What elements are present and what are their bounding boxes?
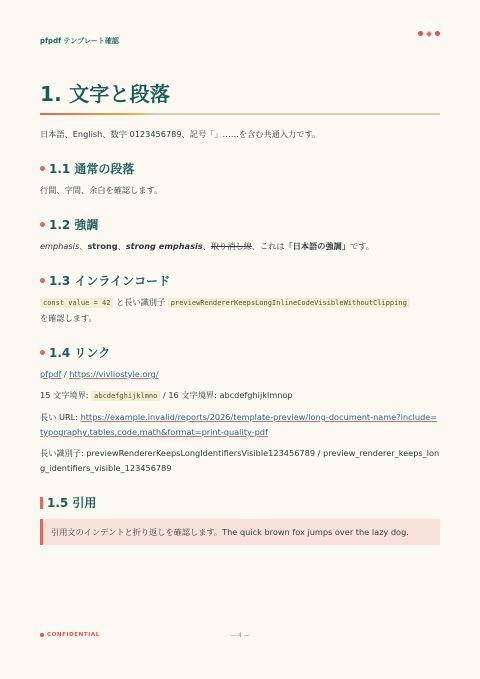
page-title: 1. 文字と段落 <box>40 82 171 106</box>
bullet-icon <box>40 278 45 283</box>
red-dot-icon <box>435 31 440 36</box>
pfpdf-link[interactable]: pfpdf <box>40 369 62 379</box>
section-1-4 <box>40 344 440 476</box>
section-heading-text: 1.5 引用 <box>47 496 97 510</box>
section-heading-text: 1.2 強調 <box>49 218 99 232</box>
long-url-link[interactable]: https://example.invalid/reports/2026/template-preview/long-document-name?include=typography,tables,code,math&format=print-quality-pdf <box>40 412 438 437</box>
section-1-2 <box>40 216 440 254</box>
text: / <box>61 369 70 379</box>
text: 、これは <box>251 241 285 251</box>
diamond-icon <box>426 31 432 37</box>
paragraph: 行間、字間、余白を確認します。 <box>40 185 163 195</box>
section-heading <box>40 160 440 177</box>
emphasis-paragraph <box>40 239 440 254</box>
red-dot-icon <box>418 31 423 36</box>
section-heading-text: 1.3 インラインコード <box>49 274 171 288</box>
header-title: pfpdf テンプレート確認 <box>40 37 119 45</box>
text: です。 <box>350 241 374 251</box>
inline-code: abcdefghijklmno <box>91 391 160 401</box>
inline-code-paragraph <box>40 295 440 326</box>
bullet-icon <box>40 350 45 355</box>
text: を確認します。 <box>40 313 97 323</box>
strikethrough-text: 取り消し線 <box>210 241 252 251</box>
text: 長い URL: <box>40 412 81 422</box>
emphasis-text: emphasis <box>40 241 80 251</box>
section-heading <box>40 272 440 289</box>
strong-text: strong <box>87 241 118 251</box>
section-heading <box>40 216 440 233</box>
long-url-paragraph <box>40 410 440 440</box>
section-heading <box>40 344 440 361</box>
bullet-icon <box>40 222 45 227</box>
document-body <box>40 78 440 545</box>
inline-code: const value = 42 <box>40 298 113 308</box>
title-rule <box>40 113 440 115</box>
blockquote: 引用文のインデントと折り返しを確認します。The quick brown fox jumps over the lazy dog. <box>40 519 440 545</box>
separator: 、 <box>202 241 211 251</box>
inline-code-long: previewRendererKeepsLongInlineCodeVisibleWithoutClipping <box>168 298 410 308</box>
section-heading-text: 1.1 通常の段落 <box>49 162 135 176</box>
intro-paragraph: 日本語、English、数字 0123456789、記号「」……を含む共通入力です。 <box>40 129 321 139</box>
bullet-icon <box>40 166 45 171</box>
page-header <box>40 28 440 45</box>
page-number: — 4 — <box>230 632 250 639</box>
page-footer <box>40 632 440 644</box>
header-decoration <box>418 31 440 36</box>
section-1-3 <box>40 272 440 326</box>
boundary-paragraph <box>40 388 440 404</box>
separator: 、 <box>117 241 126 251</box>
vivliostyle-link[interactable]: https://vivliostyle.org/ <box>69 369 159 379</box>
strong-emphasis-text: strong emphasis <box>125 241 203 251</box>
section-heading <box>40 494 440 511</box>
bar-icon <box>40 497 43 509</box>
confidential-text: CONFIDENTIAL <box>47 632 100 638</box>
japanese-strong-text: 「日本語の強調」 <box>284 241 351 251</box>
links-paragraph <box>40 367 440 382</box>
text: 15 文字境界: <box>40 390 92 400</box>
section-1-1 <box>40 160 440 198</box>
text: と長い識別子 <box>113 297 168 307</box>
section-heading-text: 1.4 リンク <box>49 346 111 360</box>
text: / 16 文字境界: abcdefghijklmnop <box>160 390 293 400</box>
section-1-5 <box>40 494 440 545</box>
separator: 、 <box>79 241 88 251</box>
long-identifier-paragraph: 長い識別子: previewRendererKeepsLongIdentifiersVisible123456789 / preview_renderer_keeps_long_identifiers_visible_123456789 <box>40 448 440 473</box>
